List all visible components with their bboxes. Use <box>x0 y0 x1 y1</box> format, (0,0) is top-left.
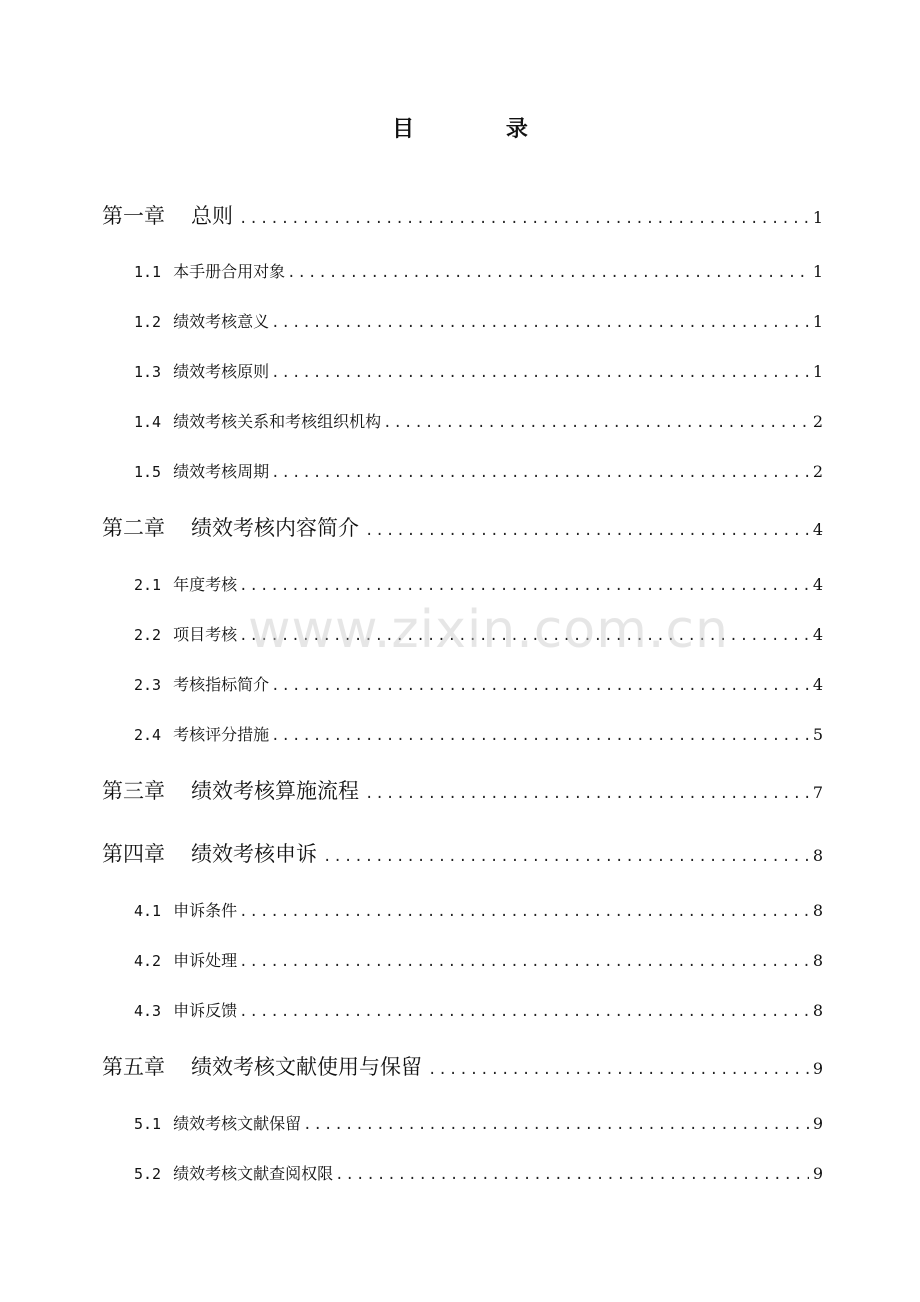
entry-number: 5.1 <box>134 1115 162 1133</box>
toc-chapter-entry[interactable] <box>102 200 823 230</box>
toc-section-entry[interactable] <box>134 898 823 921</box>
entry-number: 第一章 <box>102 204 165 228</box>
entry-page-number: 7 <box>812 783 823 802</box>
dot-leader <box>271 465 809 481</box>
toc-section-entry[interactable] <box>134 359 823 382</box>
entry-title: 年度考核 <box>173 575 238 594</box>
dot-leader <box>239 628 809 644</box>
entry-page-number: 9 <box>812 1059 823 1078</box>
toc-section-entry[interactable] <box>134 672 823 695</box>
entry-title: 本手册合用对象 <box>173 262 286 281</box>
entry-page-number: 4 <box>812 575 823 594</box>
entry-number: 1.3 <box>134 363 162 381</box>
entry-page-number: 2 <box>812 462 823 481</box>
toc-section-entry[interactable] <box>134 572 823 595</box>
entry-number: 1.5 <box>134 463 162 481</box>
dot-leader <box>428 1062 809 1078</box>
dot-leader <box>365 523 809 539</box>
dot-leader <box>239 211 809 227</box>
entry-page-number: 1 <box>812 312 823 331</box>
dot-leader <box>323 849 809 865</box>
entry-title: 绩效考核内容简介 <box>191 516 359 540</box>
entry-title: 绩效考核文献使用与保留 <box>191 1055 422 1079</box>
entry-page-number: 8 <box>812 901 823 920</box>
toc-section-entry[interactable] <box>134 1161 823 1184</box>
toc-chapter-entry[interactable] <box>102 775 823 805</box>
entry-title: 绩效考核申诉 <box>191 842 317 866</box>
dot-leader <box>271 365 809 381</box>
dot-leader <box>239 904 809 920</box>
entry-page-number: 4 <box>812 675 823 694</box>
entry-page-number: 5 <box>812 725 823 744</box>
watermark: www.zixin.com.cn <box>248 600 729 660</box>
entry-number: 4.1 <box>134 902 162 920</box>
toc-chapter-entry[interactable] <box>102 512 823 542</box>
entry-number: 2.1 <box>134 576 162 594</box>
dot-leader <box>271 728 809 744</box>
toc-section-entry[interactable] <box>134 948 823 971</box>
entry-title: 申诉条件 <box>173 901 238 920</box>
toc-section-entry[interactable] <box>134 998 823 1021</box>
entry-title: 考核指标简介 <box>173 675 270 694</box>
entry-number: 1.2 <box>134 313 162 331</box>
entry-number: 2.2 <box>134 626 162 644</box>
toc-section-entry[interactable] <box>134 1111 823 1134</box>
entry-page-number: 8 <box>812 1001 823 1020</box>
entry-title: 总则 <box>191 204 233 228</box>
entry-number: 5.2 <box>134 1165 162 1183</box>
entry-page-number: 8 <box>812 846 823 865</box>
entry-title: 绩效考核文献保留 <box>173 1114 302 1133</box>
toc-title: 目 录 <box>392 116 570 142</box>
entry-title: 绩效考核算施流程 <box>191 779 359 803</box>
toc-section-entry[interactable] <box>134 259 823 282</box>
entry-page-number: 1 <box>812 362 823 381</box>
entry-number: 第五章 <box>102 1055 165 1079</box>
dot-leader <box>239 1004 809 1020</box>
entry-page-number: 2 <box>812 412 823 431</box>
dot-leader <box>239 578 809 594</box>
entry-title: 绩效考核周期 <box>173 462 270 481</box>
entry-page-number: 1 <box>812 208 823 227</box>
entry-page-number: 9 <box>812 1164 823 1183</box>
toc-chapter-entry[interactable] <box>102 838 823 868</box>
dot-leader <box>271 678 809 694</box>
entry-title: 申诉反馈 <box>173 1001 238 1020</box>
dot-leader <box>239 954 809 970</box>
entry-number: 2.4 <box>134 726 162 744</box>
dot-leader <box>383 415 809 431</box>
entry-page-number: 1 <box>812 262 823 281</box>
dot-leader <box>303 1117 809 1133</box>
entry-number: 第二章 <box>102 516 165 540</box>
entry-number: 第三章 <box>102 779 165 803</box>
dot-leader <box>271 315 809 331</box>
entry-title: 绩效考核文献查阅权限 <box>173 1164 334 1183</box>
dot-leader <box>287 265 809 281</box>
toc-section-entry[interactable] <box>134 409 823 432</box>
entry-title: 项目考核 <box>173 625 238 644</box>
entry-title: 考核评分措施 <box>173 725 270 744</box>
entry-page-number: 8 <box>812 951 823 970</box>
entry-number: 1.4 <box>134 413 162 431</box>
toc-section-entry[interactable] <box>134 309 823 332</box>
entry-page-number: 4 <box>812 520 823 539</box>
dot-leader <box>335 1167 809 1183</box>
entry-number: 4.2 <box>134 952 162 970</box>
entry-title: 申诉处理 <box>173 951 238 970</box>
entry-number: 2.3 <box>134 676 162 694</box>
entry-title: 绩效考核意义 <box>173 312 270 331</box>
entry-title: 绩效考核原则 <box>173 362 270 381</box>
entry-number: 第四章 <box>102 842 165 866</box>
toc-chapter-entry[interactable] <box>102 1051 823 1081</box>
entry-number: 1.1 <box>134 263 162 281</box>
entry-page-number: 4 <box>812 625 823 644</box>
toc-section-entry[interactable] <box>134 722 823 745</box>
entry-title: 绩效考核关系和考核组织机构 <box>173 412 382 431</box>
dot-leader <box>365 786 809 802</box>
toc-section-entry[interactable] <box>134 622 823 645</box>
entry-page-number: 9 <box>812 1114 823 1133</box>
entry-number: 4.3 <box>134 1002 162 1020</box>
toc-section-entry[interactable] <box>134 459 823 482</box>
